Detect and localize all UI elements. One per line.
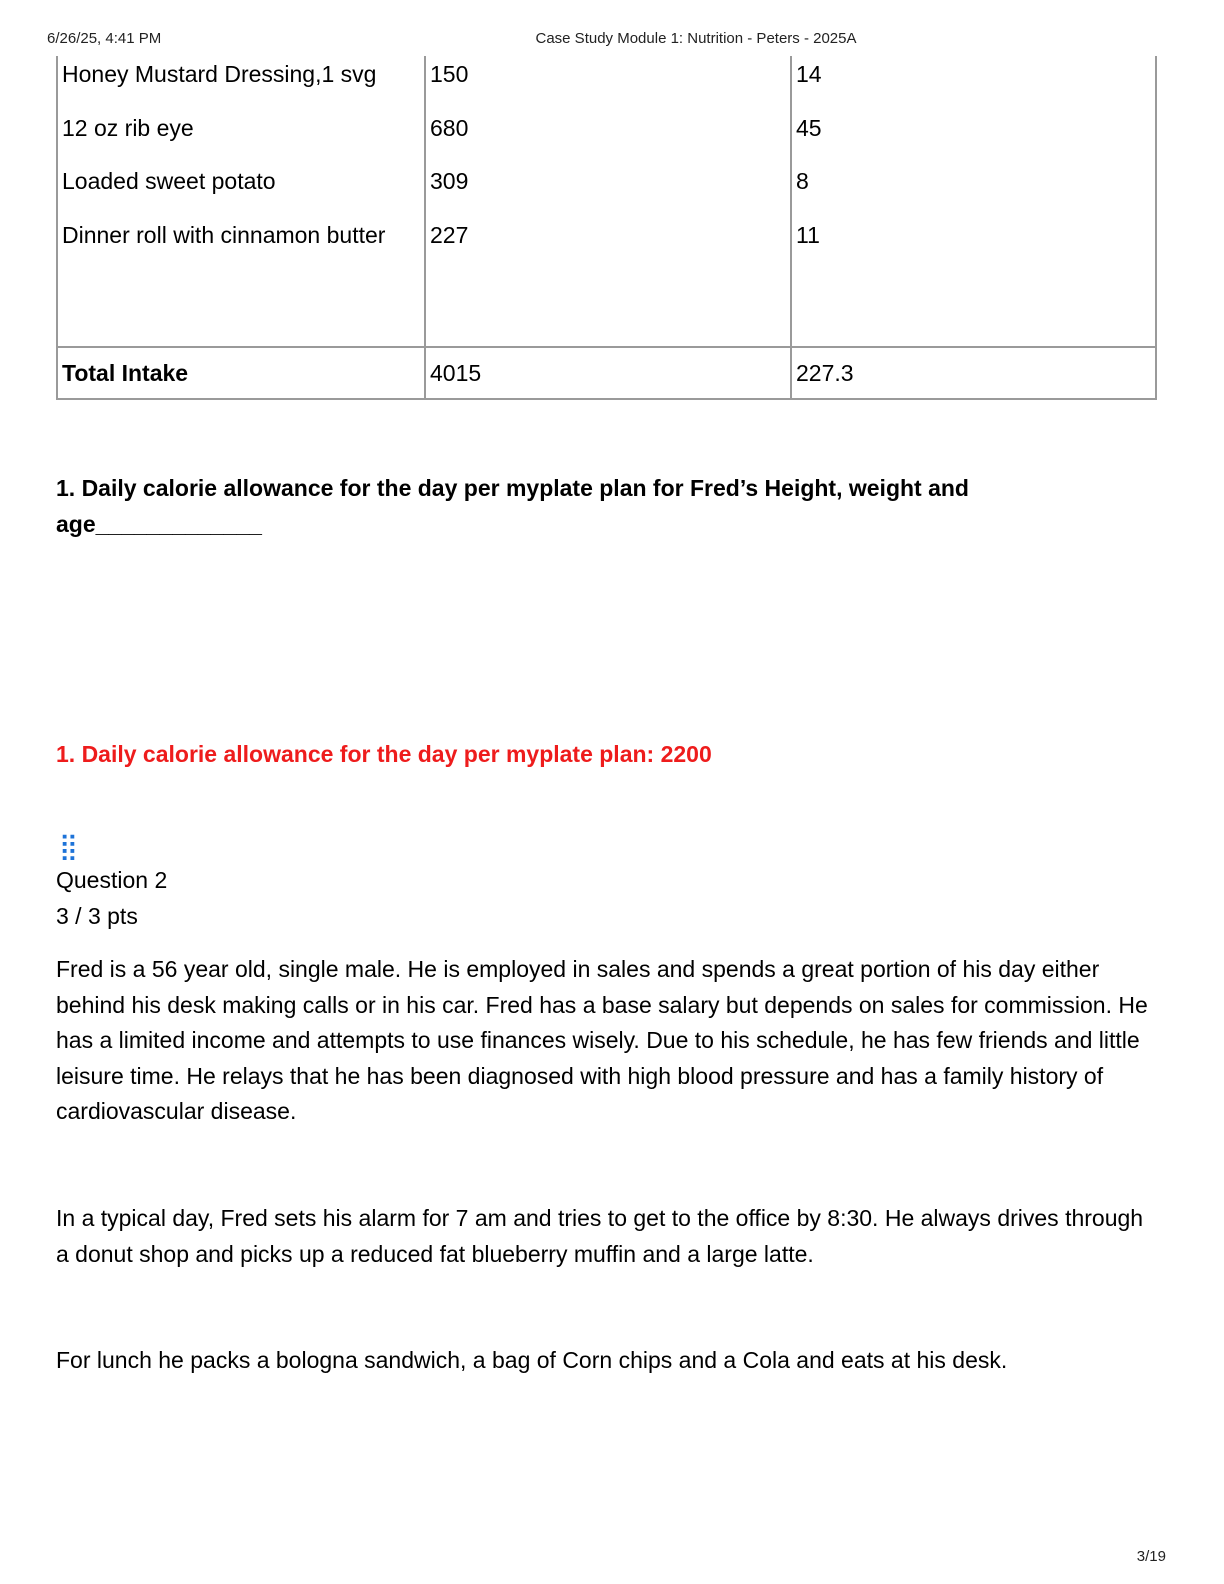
question1-prompt: 1. Daily calorie allowance for the day per myplate plan for Fred’s Height, weight and age_____________ [56, 475, 969, 537]
page-number: 3/19 [1136, 1548, 1166, 1565]
table-row [57, 56, 1156, 110]
calories-cell: 309 [425, 163, 791, 217]
food-cell: Loaded sweet potato [57, 163, 425, 217]
case-paragraph: Fred is a 56 year old, single male. He is employed in sales and spends a great portion of his day either behind his desk making calls or in his car. Fred has a base salary but depends on sales for commission. He has a limited income and attempts to use finances wisely. Due to his schedule, he has few friends and little leisure time. He relays that he has been diagnosed with high blood pressure and has a family history of cardiovascular disease. [56, 956, 1148, 1125]
drag-handle-icon[interactable]: ⣿ [59, 831, 77, 861]
total-row [57, 347, 1156, 399]
fat-cell: 11 [791, 217, 1156, 271]
intake-table [56, 56, 1157, 400]
fat-cell: 8 [791, 163, 1156, 217]
table-row-empty [57, 270, 1156, 347]
calories-cell: 227 [425, 217, 791, 271]
food-cell: Honey Mustard Dressing,1 svg [57, 56, 425, 110]
calories-cell: 150 [425, 56, 791, 110]
food-cell: Dinner roll with cinnamon butter [57, 217, 425, 271]
case-paragraph: For lunch he packs a bologna sandwich, a bag of Corn chips and a Cola and eats at his desk. [56, 1347, 1008, 1373]
question-label: Question 2 [56, 867, 168, 893]
empty-cell [57, 270, 425, 347]
food-cell: 12 oz rib eye [57, 110, 425, 164]
total-calories: 4015 [425, 347, 791, 399]
fat-cell: 14 [791, 56, 1156, 110]
print-date: 6/26/25, 4:41 PM [47, 30, 162, 47]
total-label: Total Intake [57, 347, 425, 399]
calories-cell: 680 [425, 110, 791, 164]
table-row [57, 217, 1156, 271]
table-row [57, 163, 1156, 217]
empty-cell [791, 270, 1156, 347]
fat-cell: 45 [791, 110, 1156, 164]
document-title: Case Study Module 1: Nutrition - Peters - 2025A [535, 30, 857, 47]
table-row [57, 110, 1156, 164]
question-points: 3 / 3 pts [56, 903, 138, 929]
empty-cell [425, 270, 791, 347]
question1-answer: 1. Daily calorie allowance for the day per myplate plan: 2200 [56, 741, 712, 767]
print-header [0, 30, 1224, 50]
case-paragraph: In a typical day, Fred sets his alarm for 7 am and tries to get to the office by 8:30. He always drives through a donut shop and picks up a reduced fat blueberry muffin and a large latte. [56, 1205, 1144, 1267]
total-fat: 227.3 [791, 347, 1156, 399]
